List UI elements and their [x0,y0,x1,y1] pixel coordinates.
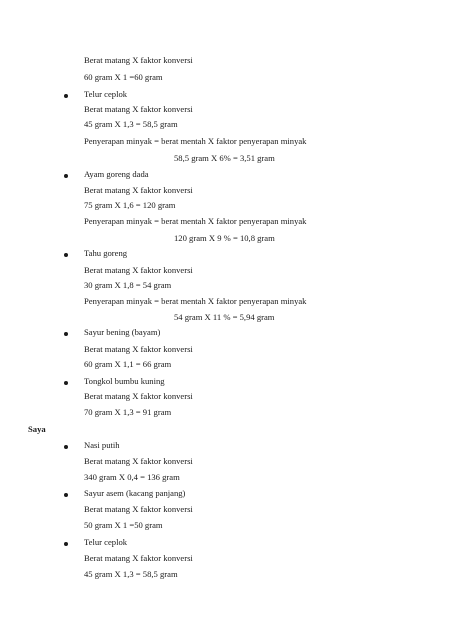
text-line: Penyerapan minyak = berat mentah X faktor penyerapan minyak [84,296,307,306]
text-line: 45 gram X 1,3 = 58,5 gram [84,119,178,129]
bullet-icon [64,542,68,546]
list-item-label: Ayam goreng dada [84,169,149,179]
text-line: 340 gram X 0,4 = 136 gram [84,472,180,482]
list-item-label: Telur ceplok [84,537,128,547]
text-line: 75 gram X 1,6 = 120 gram [84,200,176,210]
text-line: Berat matang X faktor konversi [84,391,193,401]
text-line: Berat matang X faktor konversi [84,55,193,65]
text-line: Penyerapan minyak = berat mentah X faktor penyerapan minyak [84,216,307,226]
list-item-label: Telur ceplok [84,89,128,99]
text-line: Berat matang X faktor konversi [84,265,193,275]
text-line: Berat matang X faktor konversi [84,185,193,195]
text-line: Penyerapan minyak = berat mentah X faktor penyerapan minyak [84,136,307,146]
text-line: 60 gram X 1,1 = 66 gram [84,359,172,369]
text-line: Berat matang X faktor konversi [84,104,193,114]
text-line: Berat matang X faktor konversi [84,344,193,354]
bullet-icon [64,253,68,257]
list-item-label: Sayur asem (kacang panjang) [84,488,186,498]
list-item-label: Tongkol bumbu kuning [84,376,165,386]
text-line: 60 gram X 1 =60 gram [84,72,163,82]
bullet-icon [64,174,68,178]
text-line: 54 gram X 11 % = 5,94 gram [174,312,275,322]
list-item-label: Tahu goreng [84,248,128,258]
bullet-icon [64,332,68,336]
bullet-icon [64,381,68,385]
text-line: Berat matang X faktor konversi [84,553,193,563]
bullet-icon [64,94,68,98]
text-line: Berat matang X faktor konversi [84,456,193,466]
text-line: 50 gram X 1 =50 gram [84,520,163,530]
list-item-label: Sayur bening (bayam) [84,327,161,337]
text-line: 70 gram X 1,3 = 91 gram [84,407,172,417]
section-heading: Saya [28,424,46,434]
list-item-label: Nasi putih [84,440,120,450]
bullet-icon [64,445,68,449]
text-line: 30 gram X 1,8 = 54 gram [84,280,172,290]
text-line: Berat matang X faktor konversi [84,504,193,514]
bullet-icon [64,493,68,497]
text-line: 45 gram X 1,3 = 58,5 gram [84,569,178,579]
text-line: 120 gram X 9 % = 10,8 gram [174,233,275,243]
text-line: 58,5 gram X 6% = 3,51 gram [174,153,275,163]
